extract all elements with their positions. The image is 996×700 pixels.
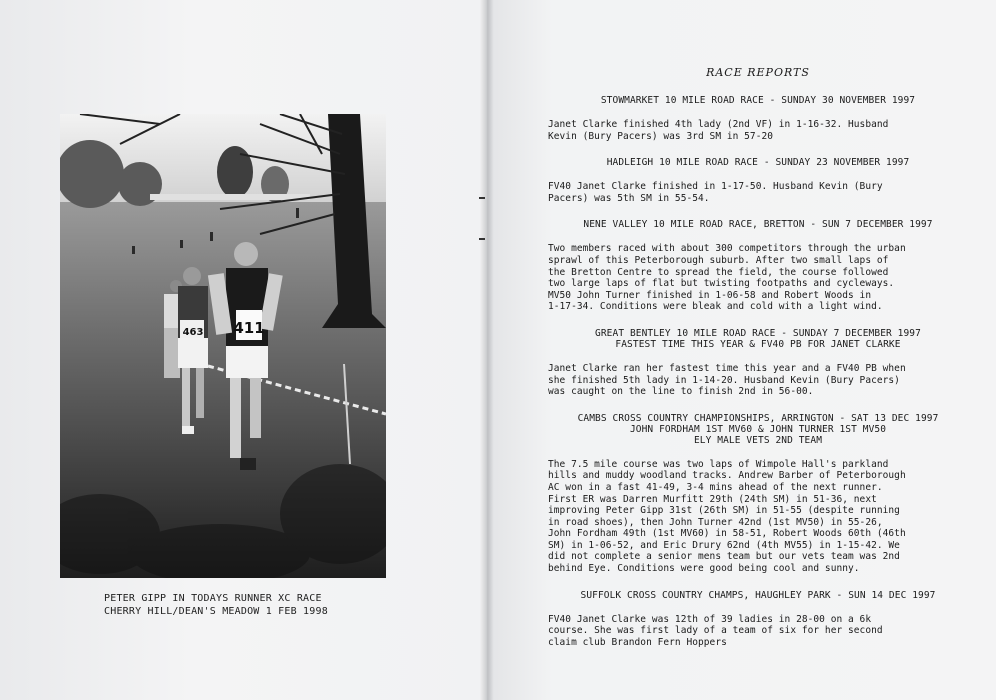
report-list xyxy=(548,95,968,648)
report-body-line: the Bretton Centre to spread the field, the course followed xyxy=(548,266,889,278)
report-body-line: was caught on the line to finish 2nd in 56-00. xyxy=(548,386,814,398)
photo-caption xyxy=(104,592,404,618)
report-body-line: Janet Clarke ran her fastest time this year and a FV40 PB when xyxy=(548,362,906,374)
report-body-line: in road shoes), then John Turner 42nd (1st MV50) in 55-26, xyxy=(548,516,883,528)
race-report xyxy=(548,328,968,398)
report-body xyxy=(548,243,968,313)
report-heading-line: FASTEST TIME THIS YEAR & FV40 PB FOR JANET CLARKE xyxy=(615,338,901,350)
report-heading-line: ELY MALE VETS 2ND TEAM xyxy=(693,434,823,446)
report-heading-line: JOHN FORDHAM 1ST MV60 & JOHN TURNER 1ST MV50 xyxy=(629,423,887,435)
race-report xyxy=(548,413,968,575)
report-body-line: did not complete a senior mens team but our vets team was 2nd xyxy=(548,551,900,563)
report-body-line: sprawl of this Peterborough suburb. After two small laps of xyxy=(548,254,889,266)
page-title: RACE REPORTS xyxy=(706,66,810,79)
fold-mark xyxy=(479,197,485,199)
report-body-line: AC won in a fast 41-49, 3-4 mins ahead of the next runner. xyxy=(548,481,883,493)
report-body xyxy=(548,614,968,649)
report-body-line: Two members raced with about 300 competitors through the urban xyxy=(548,243,906,255)
report-body-line: FV40 Janet Clarke was 12th of 39 ladies in 28-00 on a 6k xyxy=(548,613,872,625)
report-heading xyxy=(548,95,968,106)
report-heading-line: SUFFOLK CROSS COUNTRY CHAMPS, HAUGHLEY PARK - SUN 14 DEC 1997 xyxy=(580,589,936,601)
race-report xyxy=(548,219,968,313)
race-photo-image xyxy=(60,114,386,578)
report-heading xyxy=(548,157,968,168)
report-heading xyxy=(548,219,968,230)
report-body-line: course. She was first lady of a team of six for her second xyxy=(548,625,883,637)
report-body-line: SM) in 1-06-52, and Eric Drury 62nd (4th MV55) in 1-15-42. We xyxy=(548,539,900,551)
report-body-line: FV40 Janet Clarke finished in 1-17-50. Husband Kevin (Bury xyxy=(548,181,883,193)
report-body-line: two large laps of flat but twisting footpaths and cycleways. xyxy=(548,278,895,290)
report-heading xyxy=(548,413,968,446)
report-body xyxy=(548,181,968,204)
report-body-line: she finished 5th lady in 1-14-20. Husband Kevin (Bury Pacers) xyxy=(548,374,900,386)
report-body-line: MV50 John Turner finished in 1-06-58 and Robert Woods in xyxy=(548,289,872,301)
report-body xyxy=(548,119,968,142)
report-body-line: Kevin (Bury Pacers) was 3rd SM in 57-20 xyxy=(548,130,774,142)
report-heading-line: GREAT BENTLEY 10 MILE ROAD RACE - SUNDAY 7 DECEMBER 1997 xyxy=(595,327,921,339)
report-body-line: John Fordham 49th (1st MV60) in 58-51, Robert Woods 60th (46th xyxy=(548,528,906,540)
report-heading-line: STOWMARKET 10 MILE ROAD RACE - SUNDAY 30 NOVEMBER 1997 xyxy=(600,95,916,106)
caption-line: CHERRY HILL/DEAN'S MEADOW 1 FEB 1998 xyxy=(104,606,328,617)
caption-line: PETER GIPP IN TODAYS RUNNER XC RACE xyxy=(104,593,322,604)
fold-mark xyxy=(479,238,485,240)
report-body-line: The 7.5 mile course was two laps of Wimpole Hall's parkland xyxy=(548,458,889,470)
race-report xyxy=(548,95,968,142)
report-body xyxy=(548,363,968,398)
report-body-line: Janet Clarke finished 4th lady (2nd VF) in 1-16-32. Husband xyxy=(548,119,889,130)
report-body-line: First ER was Darren Murfitt 29th (24th SM) in 51-36, next xyxy=(548,493,877,505)
bib-number-second: 463 xyxy=(182,327,204,338)
report-heading xyxy=(548,328,968,350)
race-photo xyxy=(60,114,386,578)
report-heading xyxy=(548,590,968,601)
report-body-line: Pacers) was 5th SM in 55-54. xyxy=(548,192,710,204)
report-heading-line: HADLEIGH 10 MILE ROAD RACE - SUNDAY 23 NOVEMBER 1997 xyxy=(606,157,910,169)
report-body-line: 1-17-34. Conditions were bleak and cold with a light wind. xyxy=(548,301,883,313)
race-reports xyxy=(548,60,968,663)
book-gutter xyxy=(480,0,494,700)
report-heading-line: CAMBS CROSS COUNTRY CHAMPIONSHIPS, ARRINGTON - SAT 13 DEC 1997 xyxy=(577,412,939,424)
report-body xyxy=(548,459,968,575)
report-body-line: behind Eye. Conditions were good being cool and sunny. xyxy=(548,563,860,575)
report-body-line: improving Peter Gipp 31st (26th SM) in 51-55 (despite running xyxy=(548,505,900,517)
race-report xyxy=(548,157,968,204)
report-body-line: hills and muddy woodland tracks. Andrew Barber of Peterborough xyxy=(548,470,906,482)
report-heading-line: NENE VALLEY 10 MILE ROAD RACE, BRETTON - SUN 7 DECEMBER 1997 xyxy=(583,219,933,231)
race-report xyxy=(548,590,968,649)
bib-number-lead: 411 xyxy=(233,319,265,337)
report-body-line: claim club Brandon Fern Hoppers xyxy=(548,636,727,648)
